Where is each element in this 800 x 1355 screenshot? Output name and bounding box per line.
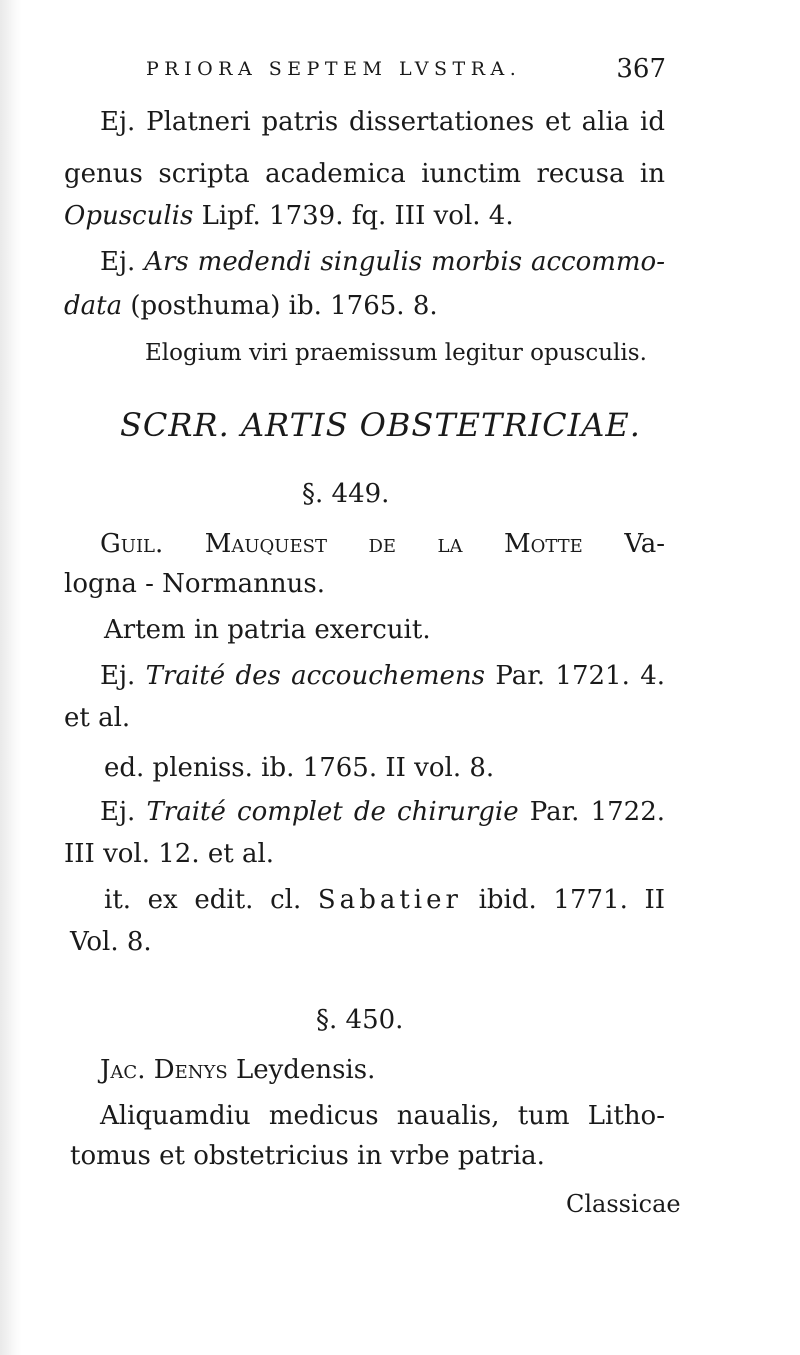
text-line xyxy=(100,106,665,138)
text-line: ed. pleniss. ib. 1765. II vol. 8. xyxy=(104,753,495,783)
italic-title: Traité des accouchemens xyxy=(145,661,486,691)
italic-title: Opusculis xyxy=(64,201,194,231)
running-head xyxy=(146,54,666,84)
text-line xyxy=(100,796,665,828)
text-span: ibid. 1771. II xyxy=(478,885,666,915)
text-line: Elogium viri praemissum legitur opusculis. xyxy=(145,340,647,366)
text-span: Ej. xyxy=(100,661,136,691)
text-line: III vol. 12. et al. xyxy=(64,839,275,869)
page-number: 367 xyxy=(616,54,666,84)
section-number: §. 449. xyxy=(302,479,390,509)
text-line: Aliquamdiu medicus naualis, tum Litho- xyxy=(100,1101,665,1131)
text-line: Artem in patria exercuit. xyxy=(104,615,431,645)
text-line xyxy=(100,246,665,278)
text-line: logna - Normannus. xyxy=(64,569,326,599)
text-line xyxy=(64,200,514,232)
italic-title: Traité complet de chirurgie xyxy=(146,797,519,827)
text-span: it. ex edit. cl. xyxy=(104,885,302,915)
text-line: genus scripta academica iunctim recusa in xyxy=(64,159,665,189)
text-span: Lipf. 1739. fq. III vol. 4. xyxy=(201,201,514,231)
running-head-title: PRIORA SEPTEM LVSTRA. xyxy=(146,58,522,80)
text-span: (posthuma) ib. 1765. 8. xyxy=(130,291,438,321)
section-number: §. 450. xyxy=(316,1005,404,1035)
text-line xyxy=(100,1054,375,1086)
author-name: Guil. Mauquest de la Motte xyxy=(100,529,583,559)
text-span: Par. 1722. xyxy=(529,797,666,827)
text-line xyxy=(64,290,438,322)
text-span: Par. 1721. 4. xyxy=(495,661,666,691)
page-edge-shadow xyxy=(0,0,22,1355)
section-heading: SCRR. ARTIS OBSTETRICIAE. xyxy=(120,406,641,444)
text-line: et al. xyxy=(64,703,131,733)
text-line xyxy=(100,528,665,560)
text-span: Ej. xyxy=(100,797,136,827)
text-span: Ej. xyxy=(100,107,136,137)
italic-title: data xyxy=(64,291,123,321)
text-span: Leydensis. xyxy=(235,1055,376,1085)
italic-title: Ars medendi singulis morbis accommo- xyxy=(144,247,665,277)
text-line: Vol. 8. xyxy=(70,927,152,957)
catchword: Classicae xyxy=(566,1190,681,1218)
text-line: tomus et obstetricius in vrbe patria. xyxy=(70,1141,545,1171)
author-name: Jac. Denys xyxy=(100,1055,228,1085)
text-line xyxy=(100,660,665,692)
spaced-name: Sabatier xyxy=(317,885,462,915)
text-line xyxy=(104,884,665,916)
text-span: Ej. xyxy=(100,247,136,277)
text-span: Va- xyxy=(624,529,665,559)
text-span: Platneri patris dissertationes et alia id xyxy=(146,107,665,137)
